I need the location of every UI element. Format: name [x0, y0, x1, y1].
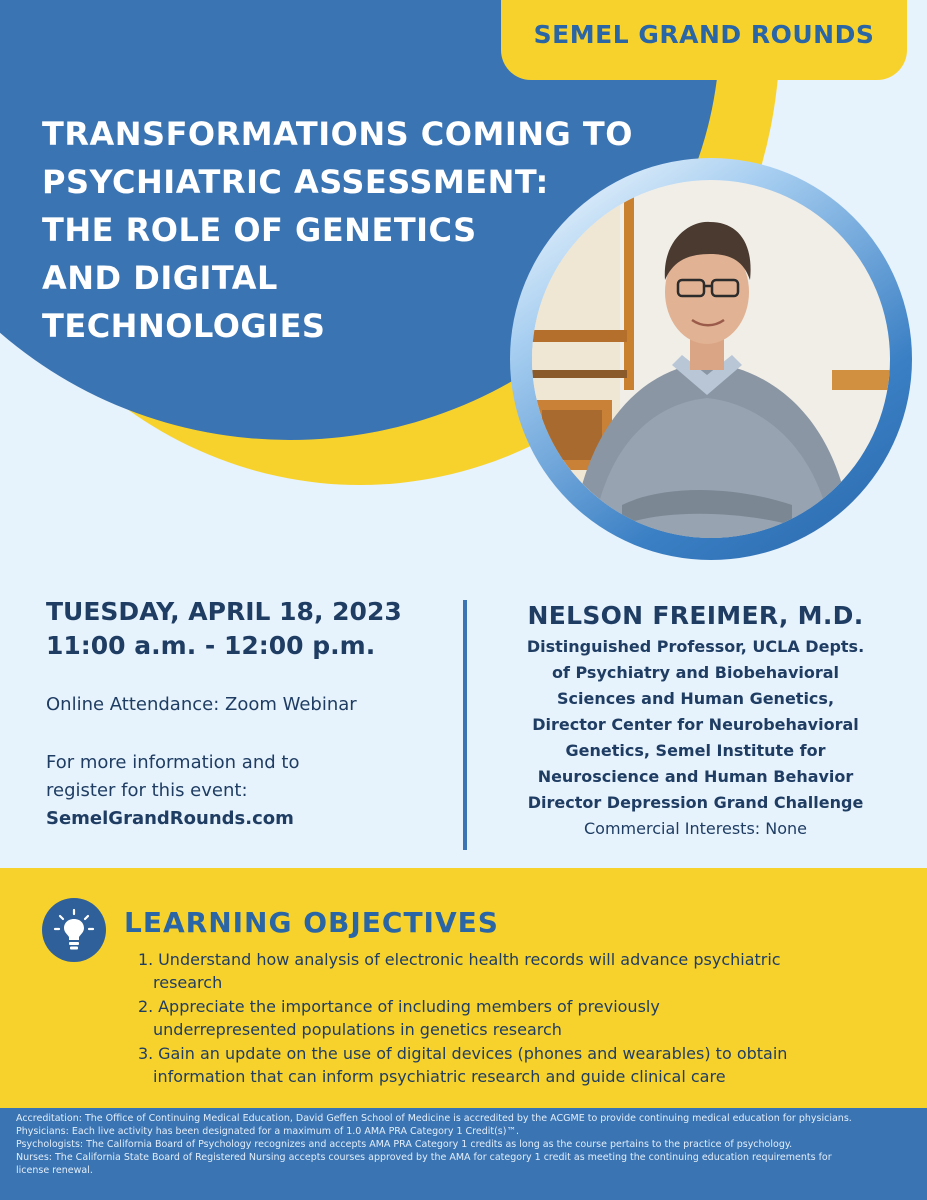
lightbulb-icon	[42, 898, 106, 962]
talk-title-line: PSYCHIATRIC ASSESSMENT:	[42, 163, 549, 201]
speaker-title-line: Director Depression Grand Challenge	[527, 793, 864, 812]
objective-number: 3.	[138, 1044, 154, 1063]
speaker-title-line: Distinguished Professor, UCLA Depts.	[526, 637, 865, 656]
speaker-title-line: Director Center for Neurobehavioral	[532, 715, 859, 734]
website-link[interactable]: SemelGrandRounds.com	[46, 808, 294, 829]
speaker-photo-ring	[510, 158, 912, 560]
speaker-title-line: of Psychiatry and Biobehavioral	[551, 663, 840, 682]
objective-item	[138, 948, 858, 994]
objective-number: 1.	[138, 950, 154, 969]
objective-item	[138, 1042, 858, 1088]
objective-text: Gain an update on the use of digital devices (phones and wearables) to obtain	[158, 1044, 788, 1063]
speaker-photo	[532, 180, 890, 538]
talk-title-line: TRANSFORMATIONS COMING TO	[42, 115, 633, 153]
speaker-title-line: Sciences and Human Genetics,	[556, 689, 835, 708]
objective-item	[138, 995, 858, 1041]
attendance-info: Online Attendance: Zoom Webinar	[46, 694, 357, 715]
objective-text-continued: information that can inform psychiatric research and guide clinical care	[153, 1067, 726, 1086]
event-info	[46, 596, 466, 833]
vertical-divider	[463, 600, 467, 850]
learning-objectives-heading: LEARNING OBJECTIVES	[124, 906, 499, 939]
event-date: TUESDAY, APRIL 18, 2023	[46, 597, 402, 626]
accreditation-line: Physicians: Each live activity has been designated for a maximum of 1.0 AMA PRA Category 1 Credit(s)™.	[16, 1126, 519, 1137]
series-title: SEMEL GRAND ROUNDS	[533, 20, 875, 49]
commercial-interests: Commercial Interests: None	[584, 819, 807, 838]
talk-title-line: AND DIGITAL	[42, 259, 278, 297]
learning-objectives-section	[0, 868, 927, 1108]
accreditation-line: Accreditation: The Office of Continuing Medical Education, David Geffen School of Medicine is accredited by the ACGME to provide continuing medical education for physicians.	[16, 1113, 852, 1124]
objective-text-continued: underrepresented populations in genetics research	[153, 1020, 562, 1039]
objective-text-continued: research	[153, 973, 223, 992]
registration-info	[46, 749, 466, 805]
speaker-title-line: Genetics, Semel Institute for	[565, 741, 826, 760]
objective-text: Understand how analysis of electronic health records will advance psychiatric	[158, 950, 781, 969]
learning-objectives-list	[138, 948, 858, 1089]
speaker-info	[478, 598, 913, 842]
talk-title-line: THE ROLE OF GENETICS	[42, 211, 477, 249]
speaker-title-line: Neuroscience and Human Behavior	[537, 767, 854, 786]
accreditation-line: Nurses: The California State Board of Registered Nursing accepts courses approved by the AMA for category 1 credit as meeting the continuing education requirements for	[16, 1152, 832, 1163]
speaker-title	[478, 634, 913, 816]
accreditation-text	[16, 1112, 916, 1177]
registration-info-line: register for this event:	[46, 780, 248, 801]
accreditation-footer	[0, 1108, 927, 1200]
registration-info-line: For more information and to	[46, 752, 300, 773]
objective-text: Appreciate the importance of including members of previously	[158, 997, 660, 1016]
header-tab	[501, 0, 907, 80]
objective-number: 2.	[138, 997, 154, 1016]
accreditation-line: Psychologists: The California Board of Psychology recognizes and accepts AMA PRA Category 1 credits as long as the course pertains to the practice of psychology.	[16, 1139, 793, 1150]
event-time: 11:00 a.m. - 12:00 p.m.	[46, 631, 376, 660]
speaker-portrait-image	[532, 180, 890, 538]
talk-title-line: TECHNOLOGIES	[42, 307, 326, 345]
speaker-name: NELSON FREIMER, M.D.	[527, 601, 864, 630]
accreditation-line: license renewal.	[16, 1165, 93, 1176]
